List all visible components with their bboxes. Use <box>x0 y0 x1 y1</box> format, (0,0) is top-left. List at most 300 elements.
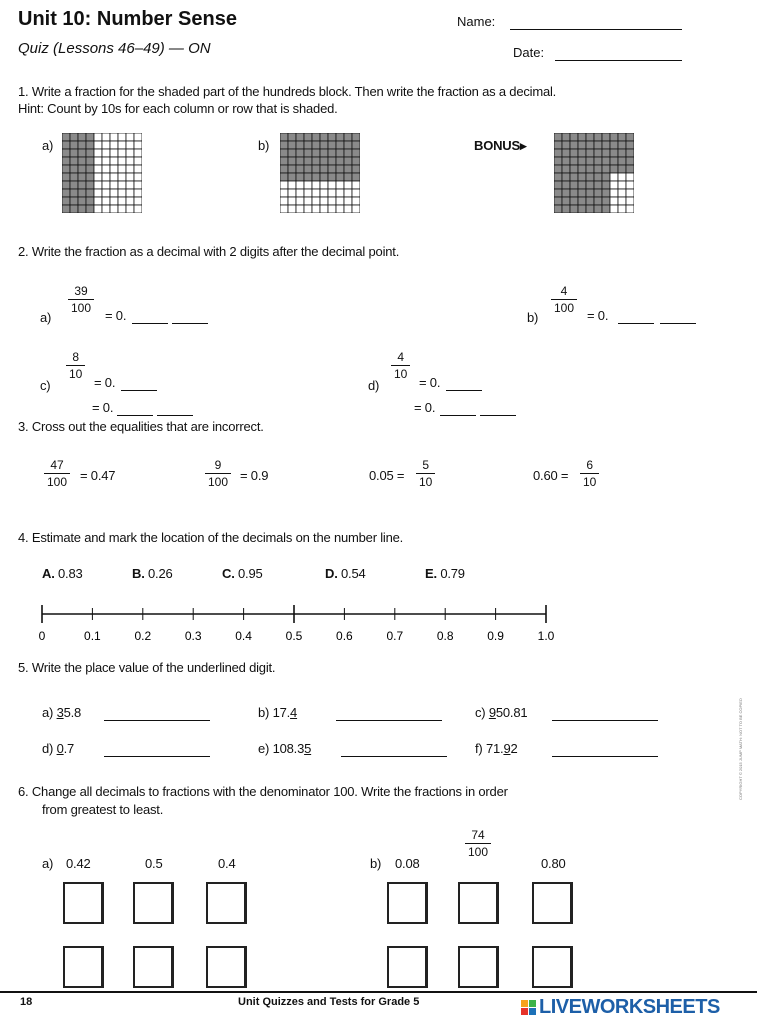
grid-cell <box>570 141 578 149</box>
grid-cell <box>304 149 312 157</box>
q2-b-equals: = 0. <box>587 308 609 323</box>
grid-cell <box>134 141 142 149</box>
grid-cell <box>352 133 360 141</box>
q6-b-box-bottom-1[interactable] <box>387 946 428 988</box>
grid-cell <box>320 189 328 197</box>
grid-cell <box>94 133 102 141</box>
denominator: 10 <box>394 367 408 381</box>
grid-cell <box>320 173 328 181</box>
grid-cell <box>344 181 352 189</box>
grid-cell <box>102 157 110 165</box>
grid-cell <box>118 149 126 157</box>
grid-cell <box>78 165 86 173</box>
grid-cell <box>78 141 86 149</box>
grid-cell <box>554 181 562 189</box>
q3-eq1-fraction[interactable] <box>44 458 70 489</box>
grid-cell <box>70 133 78 141</box>
name-field[interactable] <box>510 16 682 30</box>
q2-c-answer-2a[interactable] <box>117 402 153 416</box>
grid-cell <box>562 141 570 149</box>
numerator: 47 <box>50 458 64 472</box>
grid-cell <box>586 173 594 181</box>
q3-eq4-lhs[interactable]: 0.60 = <box>533 468 569 483</box>
q2-d-answer-2b[interactable] <box>480 402 516 416</box>
grid-cell <box>62 165 70 173</box>
q6-b-box-bottom-3[interactable] <box>532 946 573 988</box>
grid-cell <box>594 205 602 213</box>
q2-d-answer-2a[interactable] <box>440 402 476 416</box>
grid-cell <box>554 197 562 205</box>
grid-cell <box>296 173 304 181</box>
grid-cell <box>280 197 288 205</box>
grid-cell <box>86 189 94 197</box>
grid-cell <box>62 181 70 189</box>
number-line-tick-label: 0.5 <box>285 629 303 643</box>
grid-cell <box>86 173 94 181</box>
grid-cell <box>610 205 618 213</box>
grid-cell <box>94 181 102 189</box>
grid-cell <box>78 189 86 197</box>
grid-cell <box>578 205 586 213</box>
grid-cell <box>626 173 634 181</box>
q2-a-equals: = 0. <box>105 308 127 323</box>
grid-cell <box>626 189 634 197</box>
grid-cell <box>296 197 304 205</box>
numerator: 6 <box>586 458 594 472</box>
grid-cell <box>352 149 360 157</box>
grid-cell <box>118 157 126 165</box>
q2-a-answer-tenths[interactable] <box>132 310 168 324</box>
grid-cell <box>610 157 618 165</box>
q5-c-answer[interactable] <box>552 707 658 721</box>
q2-d-equals: = 0. <box>419 375 441 390</box>
grid-cell <box>304 133 312 141</box>
grid-cell <box>618 133 626 141</box>
grid-cell <box>554 149 562 157</box>
q5-a-answer[interactable] <box>104 707 210 721</box>
q5-f-answer[interactable] <box>552 743 658 757</box>
q2-instruction: 2. Write the fraction as a decimal with 2 digits after the decimal point. <box>18 244 400 259</box>
grid-cell <box>336 165 344 173</box>
grid-cell <box>562 149 570 157</box>
grid-cell <box>110 189 118 197</box>
grid-cell <box>62 141 70 149</box>
grid-cell <box>610 173 618 181</box>
grid-cell <box>320 165 328 173</box>
grid-cell <box>78 173 86 181</box>
q2-c-answer[interactable] <box>121 377 157 391</box>
grid-cell <box>126 189 134 197</box>
grid-cell <box>578 189 586 197</box>
q2-b-answer-tenths[interactable] <box>618 310 654 324</box>
grid-cell <box>280 205 288 213</box>
grid-cell <box>126 197 134 205</box>
number-line-tick-label: 1.0 <box>537 629 555 643</box>
grid-cell <box>344 149 352 157</box>
q5-b-number: b) 17.4 <box>258 705 298 720</box>
q5-d-answer[interactable] <box>104 743 210 757</box>
q2-a-answer-hundredths[interactable] <box>172 310 208 324</box>
q6-a-label: a) <box>42 856 54 871</box>
numerator: 4 <box>397 350 405 364</box>
grid-cell <box>562 157 570 165</box>
grid-cell <box>86 181 94 189</box>
grid-cell <box>102 141 110 149</box>
q2-d-fraction <box>391 350 410 381</box>
grid-cell <box>70 173 78 181</box>
grid-cell <box>312 181 320 189</box>
q6-a-box-top-3[interactable] <box>206 882 247 924</box>
q6-a-box-bottom-1[interactable] <box>63 946 104 988</box>
grid-cell <box>118 197 126 205</box>
q3-eq1-rhs[interactable]: = 0.47 <box>80 468 116 483</box>
q6-a-box-top-2[interactable] <box>133 882 174 924</box>
grid-cell <box>304 157 312 165</box>
grid-cell <box>570 165 578 173</box>
copyright-side: COPYRIGHT © 2015 JUMP MATH: NOT TO BE COPIED <box>738 698 743 800</box>
grid-cell <box>134 197 142 205</box>
q5-a-number: a) 35.8 <box>42 705 82 720</box>
grid-cell <box>86 133 94 141</box>
grid-cell <box>102 133 110 141</box>
grid-cell <box>610 197 618 205</box>
grid-cell <box>94 141 102 149</box>
grid-cell <box>102 181 110 189</box>
grid-cell <box>304 165 312 173</box>
denominator: 10 <box>69 367 83 381</box>
grid-cell <box>280 181 288 189</box>
grid-cell <box>562 181 570 189</box>
grid-cell <box>586 133 594 141</box>
grid-cell <box>602 205 610 213</box>
q5-d-number: d) 0.7 <box>42 741 75 756</box>
grid-cell <box>62 205 70 213</box>
liveworksheets-icon <box>521 1000 537 1016</box>
grid-cell <box>618 197 626 205</box>
grid-cell <box>280 141 288 149</box>
q4-item-e: E. 0.79 <box>425 566 465 581</box>
q2-c-answer-2b[interactable] <box>157 402 193 416</box>
grid-cell <box>288 181 296 189</box>
grid-cell <box>94 197 102 205</box>
grid-cell <box>126 157 134 165</box>
grid-cell <box>280 149 288 157</box>
liveworksheets-wordmark: LIVEWORKSHEETS <box>539 996 720 1018</box>
grid-cell <box>312 197 320 205</box>
grid-cell <box>280 189 288 197</box>
numerator: 9 <box>214 458 222 472</box>
q6-b-value-1: 0.08 <box>395 856 420 871</box>
grid-cell <box>118 173 126 181</box>
q6-a-value-2: 0.5 <box>145 856 163 871</box>
grid-cell <box>352 197 360 205</box>
grid-cell <box>86 141 94 149</box>
q1-label-a: a) <box>42 138 54 153</box>
grid-cell <box>618 173 626 181</box>
grid-cell <box>118 181 126 189</box>
q5-e-answer[interactable] <box>341 743 447 757</box>
grid-cell <box>586 181 594 189</box>
grid-cell <box>296 157 304 165</box>
date-field[interactable] <box>555 47 682 61</box>
grid-cell <box>312 157 320 165</box>
q3-instruction: 3. Cross out the equalities that are incorrect. <box>18 419 264 434</box>
grid-cell <box>304 173 312 181</box>
grid-cell <box>336 133 344 141</box>
q2-c-fraction <box>66 350 85 381</box>
grid-cell <box>288 133 296 141</box>
grid-cell <box>328 205 336 213</box>
hundreds-block-bonus <box>554 133 634 213</box>
grid-cell <box>320 157 328 165</box>
q6-b-box-bottom-2[interactable] <box>458 946 499 988</box>
denominator: 100 <box>71 301 92 315</box>
grid-cell <box>328 165 336 173</box>
q3-eq2-fraction[interactable] <box>205 458 231 489</box>
grid-cell <box>352 141 360 149</box>
grid-cell <box>336 205 344 213</box>
grid-cell <box>288 189 296 197</box>
q6-b-box-top-1[interactable] <box>387 882 428 924</box>
grid-cell <box>594 157 602 165</box>
q6-a-value-1: 0.42 <box>66 856 91 871</box>
grid-cell <box>328 157 336 165</box>
q6-b-box-top-3[interactable] <box>532 882 573 924</box>
grid-cell <box>304 189 312 197</box>
grid-cell <box>328 141 336 149</box>
q4-item-c: C. 0.95 <box>222 566 263 581</box>
grid-cell <box>304 197 312 205</box>
grid-cell <box>312 205 320 213</box>
grid-cell <box>618 141 626 149</box>
grid-cell <box>602 133 610 141</box>
q6-b-box-top-2[interactable] <box>458 882 499 924</box>
grid-cell <box>110 133 118 141</box>
number-line-tick-label: 0.4 <box>235 629 252 643</box>
grid-cell <box>578 173 586 181</box>
q6-a-value-3: 0.4 <box>218 856 236 871</box>
grid-cell <box>570 205 578 213</box>
q2-c-equals: = 0. <box>94 375 116 390</box>
grid-cell <box>296 189 304 197</box>
grid-cell <box>586 197 594 205</box>
grid-cell <box>562 197 570 205</box>
q4-item-b: B. 0.26 <box>132 566 173 581</box>
q2-d-answer[interactable] <box>446 377 482 391</box>
q2-a-label: a) <box>40 310 52 325</box>
numerator: 74 <box>471 828 485 842</box>
grid-cell <box>554 173 562 181</box>
denominator: 100 <box>468 845 489 859</box>
grid-cell <box>110 173 118 181</box>
grid-cell <box>70 165 78 173</box>
grid-cell <box>94 189 102 197</box>
grid-cell <box>618 189 626 197</box>
grid-cell <box>296 181 304 189</box>
grid-cell <box>110 149 118 157</box>
grid-cell <box>578 133 586 141</box>
name-label: Name: <box>457 14 496 29</box>
grid-cell <box>626 141 634 149</box>
liveworksheets-logo <box>521 996 720 1019</box>
grid-cell <box>296 133 304 141</box>
grid-cell <box>618 181 626 189</box>
grid-cell <box>78 197 86 205</box>
number-line-tick-label: 0.2 <box>134 629 152 643</box>
grid-cell <box>344 205 352 213</box>
grid-cell <box>118 205 126 213</box>
q6-instruction: 6. Change all decimals to fractions with the denominator 100. Write the fractions in order <box>18 784 508 799</box>
grid-cell <box>94 157 102 165</box>
grid-cell <box>102 189 110 197</box>
grid-cell <box>102 197 110 205</box>
grid-cell <box>78 205 86 213</box>
grid-cell <box>118 189 126 197</box>
grid-cell <box>344 157 352 165</box>
denominator: 10 <box>583 475 597 489</box>
grid-cell <box>570 197 578 205</box>
q2-c-label: c) <box>40 378 51 393</box>
grid-cell <box>344 197 352 205</box>
q3-eq2-rhs[interactable]: = 0.9 <box>240 468 269 483</box>
grid-cell <box>594 189 602 197</box>
grid-cell <box>94 149 102 157</box>
q5-b-answer[interactable] <box>336 707 442 721</box>
grid-cell <box>62 157 70 165</box>
q2-b-fraction <box>551 284 577 315</box>
grid-cell <box>70 149 78 157</box>
grid-cell <box>288 157 296 165</box>
grid-cell <box>586 149 594 157</box>
q6-a-box-bottom-2[interactable] <box>133 946 174 988</box>
grid-cell <box>610 141 618 149</box>
grid-cell <box>610 189 618 197</box>
grid-cell <box>578 197 586 205</box>
grid-cell <box>594 149 602 157</box>
number-line-tick-label: 0.9 <box>487 629 504 643</box>
grid-cell <box>336 197 344 205</box>
grid-cell <box>102 165 110 173</box>
grid-cell <box>626 149 634 157</box>
grid-cell <box>352 205 360 213</box>
grid-cell <box>602 165 610 173</box>
q2-d-label: d) <box>368 378 380 393</box>
grid-cell <box>134 149 142 157</box>
grid-cell <box>312 149 320 157</box>
grid-cell <box>352 157 360 165</box>
hundreds-block-b <box>280 133 360 213</box>
grid-cell <box>312 141 320 149</box>
q2-b-answer-hundredths[interactable] <box>660 310 696 324</box>
grid-cell <box>336 181 344 189</box>
grid-cell <box>296 149 304 157</box>
footer-book-title: Unit Quizzes and Tests for Grade 5 <box>238 996 420 1008</box>
q5-e-number: e) 108.35 <box>258 741 312 756</box>
grid-cell <box>62 197 70 205</box>
grid-cell <box>134 189 142 197</box>
grid-cell <box>118 133 126 141</box>
q3-eq4-fraction[interactable] <box>580 458 599 489</box>
grid-cell <box>320 181 328 189</box>
grid-cell <box>336 149 344 157</box>
grid-cell <box>320 141 328 149</box>
grid-cell <box>554 165 562 173</box>
q2-b-label: b) <box>527 310 539 325</box>
grid-cell <box>570 133 578 141</box>
grid-cell <box>562 133 570 141</box>
grid-cell <box>586 141 594 149</box>
grid-cell <box>570 173 578 181</box>
grid-cell <box>554 157 562 165</box>
grid-cell <box>626 181 634 189</box>
grid-cell <box>110 197 118 205</box>
number-line[interactable] <box>30 598 570 648</box>
grid-cell <box>594 197 602 205</box>
grid-cell <box>554 141 562 149</box>
q5-instruction: 5. Write the place value of the underlined digit. <box>18 660 276 675</box>
denominator: 100 <box>47 475 68 489</box>
grid-cell <box>62 173 70 181</box>
grid-cell <box>86 165 94 173</box>
q6-instruction-line2: from greatest to least. <box>42 802 164 817</box>
grid-cell <box>94 173 102 181</box>
grid-cell <box>62 189 70 197</box>
grid-cell <box>562 165 570 173</box>
grid-cell <box>344 165 352 173</box>
grid-cell <box>126 149 134 157</box>
grid-cell <box>554 189 562 197</box>
grid-cell <box>70 141 78 149</box>
q3-eq3-fraction[interactable] <box>416 458 435 489</box>
grid-cell <box>626 157 634 165</box>
q6-a-box-bottom-3[interactable] <box>206 946 247 988</box>
grid-cell <box>62 149 70 157</box>
grid-cell <box>586 165 594 173</box>
grid-cell <box>134 181 142 189</box>
grid-cell <box>352 189 360 197</box>
numerator: 5 <box>422 458 430 472</box>
q3-eq3-lhs[interactable]: 0.05 = <box>369 468 405 483</box>
grid-cell <box>594 133 602 141</box>
hundreds-block-a <box>62 133 142 213</box>
q6-a-box-top-1[interactable] <box>63 882 104 924</box>
q6-b-fraction <box>465 828 491 859</box>
grid-cell <box>134 173 142 181</box>
grid-cell <box>296 205 304 213</box>
grid-cell <box>70 205 78 213</box>
grid-cell <box>328 197 336 205</box>
grid-cell <box>86 197 94 205</box>
grid-cell <box>562 205 570 213</box>
q2-c-equals-2: = 0. <box>92 400 114 415</box>
grid-cell <box>328 189 336 197</box>
grid-cell <box>118 141 126 149</box>
grid-cell <box>336 173 344 181</box>
grid-cell <box>610 149 618 157</box>
q2-a-fraction <box>68 284 94 315</box>
q1-label-bonus: BONUS▸ <box>474 138 527 153</box>
grid-cell <box>70 181 78 189</box>
denominator: 10 <box>419 475 433 489</box>
grid-cell <box>312 133 320 141</box>
grid-cell <box>102 173 110 181</box>
grid-cell <box>344 189 352 197</box>
q1-hint: Hint: Count by 10s for each column or row that is shaded. <box>18 101 338 116</box>
grid-cell <box>86 149 94 157</box>
grid-cell <box>586 189 594 197</box>
grid-cell <box>602 189 610 197</box>
grid-cell <box>594 165 602 173</box>
